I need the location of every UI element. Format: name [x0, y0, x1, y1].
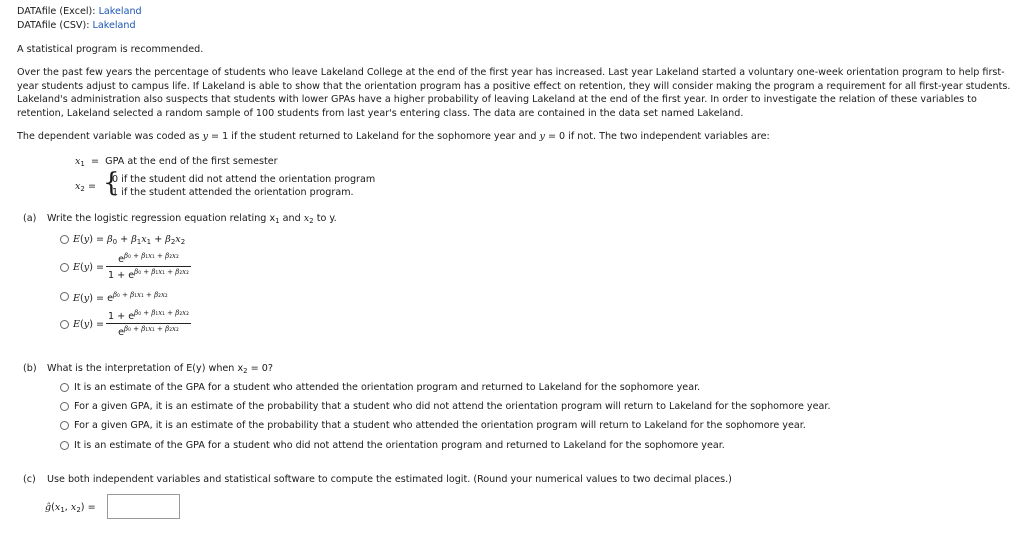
- option-b3-radio[interactable]: [60, 421, 69, 430]
- brace-glyph: {: [103, 168, 120, 198]
- part-c-question: Use both independent variables and statistical software to compute the estimated logit. (Round your numerical values to two decimal places.): [47, 474, 732, 485]
- option-a1-equation: $E(y) = \beta_0 + \beta_1x_1 + \beta_2x_2$: [73, 234, 186, 246]
- option-b1-radio[interactable]: [60, 383, 69, 392]
- option-b1-text: It is an estimate of the GPA for a student who attended the orientation program and returned to Lakeland for the sophomore year.: [74, 382, 701, 393]
- part-a-label: (a): [23, 213, 37, 224]
- option-b3-text: For a given GPA, it is an estimate of the probability that a student who attended the orientation program will return to Lakeland for the sophomore year.: [74, 420, 806, 431]
- option-a4-fraction: $\frac{1 + e^{\beta_0 + \beta_1x_1 + \beta_2x_2}}{e^{\beta_0 + \beta_1x_1 + \beta_2x_2}}$: [108, 309, 189, 338]
- option-b4-radio[interactable]: [60, 441, 69, 450]
- intro-paragraph: Over the past few years the percentage of students who leave Lakeland College at the end of the first year has increased. Last year Lakeland started a voluntary one-week orientation program to help first-year students adjust to campus life. If Lakeland is able to show that the orientation program has a positive effect on retention, they will consider making the program a requirement for all first-year students. Lakeland's administration also suspects that students with lower GPAs have a higher probability of leaving Lakeland at the end of the first year. In order to investigate the relation of these variables to retention, Lakeland selected a random sample of 100 students from last year's entering class. The data are contained in the data set named Lakeland.: [17, 67, 1011, 120]
- option-b2-text: For a given GPA, it is an estimate of the probability that a student who did not attend the orientation program will return to Lakeland for the sophomore year.: [74, 401, 831, 412]
- part-b-question: What is the interpretation of E(y) when $x_2 = 0$?: [47, 363, 273, 375]
- option-a1-radio[interactable]: [60, 235, 69, 244]
- option-a2-lhs: E(y) =: [73, 262, 105, 273]
- option-a3-radio[interactable]: [60, 292, 69, 301]
- x2-symbol: $x_2$ =: [75, 181, 96, 193]
- coding-sentence: The dependent variable was coded as y = 1 if the student returned to Lakeland for the sophomore year and y = 0 if not. The two independent variables are:: [17, 131, 770, 142]
- x2-case-0: 0 if the student did not attend the orientation program: [112, 174, 376, 185]
- option-a2-radio[interactable]: [60, 263, 69, 272]
- option-b2-radio[interactable]: [60, 402, 69, 411]
- option-a3-equation: $E(y) = e^{\beta_0 + \beta_1x_1 + \beta_2x_2}$: [73, 291, 168, 304]
- part-b-label: (b): [23, 363, 37, 374]
- recommendation-text: A statistical program is recommended.: [17, 44, 204, 55]
- logit-symbol: $ĝ(x_1$, $x_2$) =: [45, 502, 96, 514]
- excel-file-link[interactable]: Lakeland: [98, 6, 142, 17]
- csv-file-link[interactable]: Lakeland: [92, 20, 136, 31]
- excel-file-row: [17, 6, 142, 17]
- part-a-question: Write the logistic regression equation relating $x_1$ and $x_2$ to y.: [47, 213, 337, 225]
- csv-file-label: DATAfile (CSV):: [17, 20, 90, 31]
- option-a2-fraction: $\frac{e^{\beta_0 + \beta_1x_1 + \beta_2x_2}}{1 + e^{\beta_0 + \beta_1x_1 + \beta_2x_2}}$: [108, 252, 189, 281]
- logit-answer-input[interactable]: [107, 494, 180, 519]
- csv-file-row: [17, 20, 136, 31]
- x2-case-1: 1 if the student attended the orientation program.: [112, 187, 354, 198]
- part-c-label: (c): [23, 474, 36, 485]
- option-b4-text: It is an estimate of the GPA for a student who did not attend the orientation program and returned to Lakeland for the sophomore year.: [74, 440, 725, 451]
- x1-definition: $x_1$ = GPA at the end of the first semester: [75, 156, 278, 168]
- option-a4-radio[interactable]: [60, 320, 69, 329]
- excel-file-label: DATAfile (Excel):: [17, 6, 96, 17]
- option-a4-lhs: E(y) =: [73, 319, 105, 330]
